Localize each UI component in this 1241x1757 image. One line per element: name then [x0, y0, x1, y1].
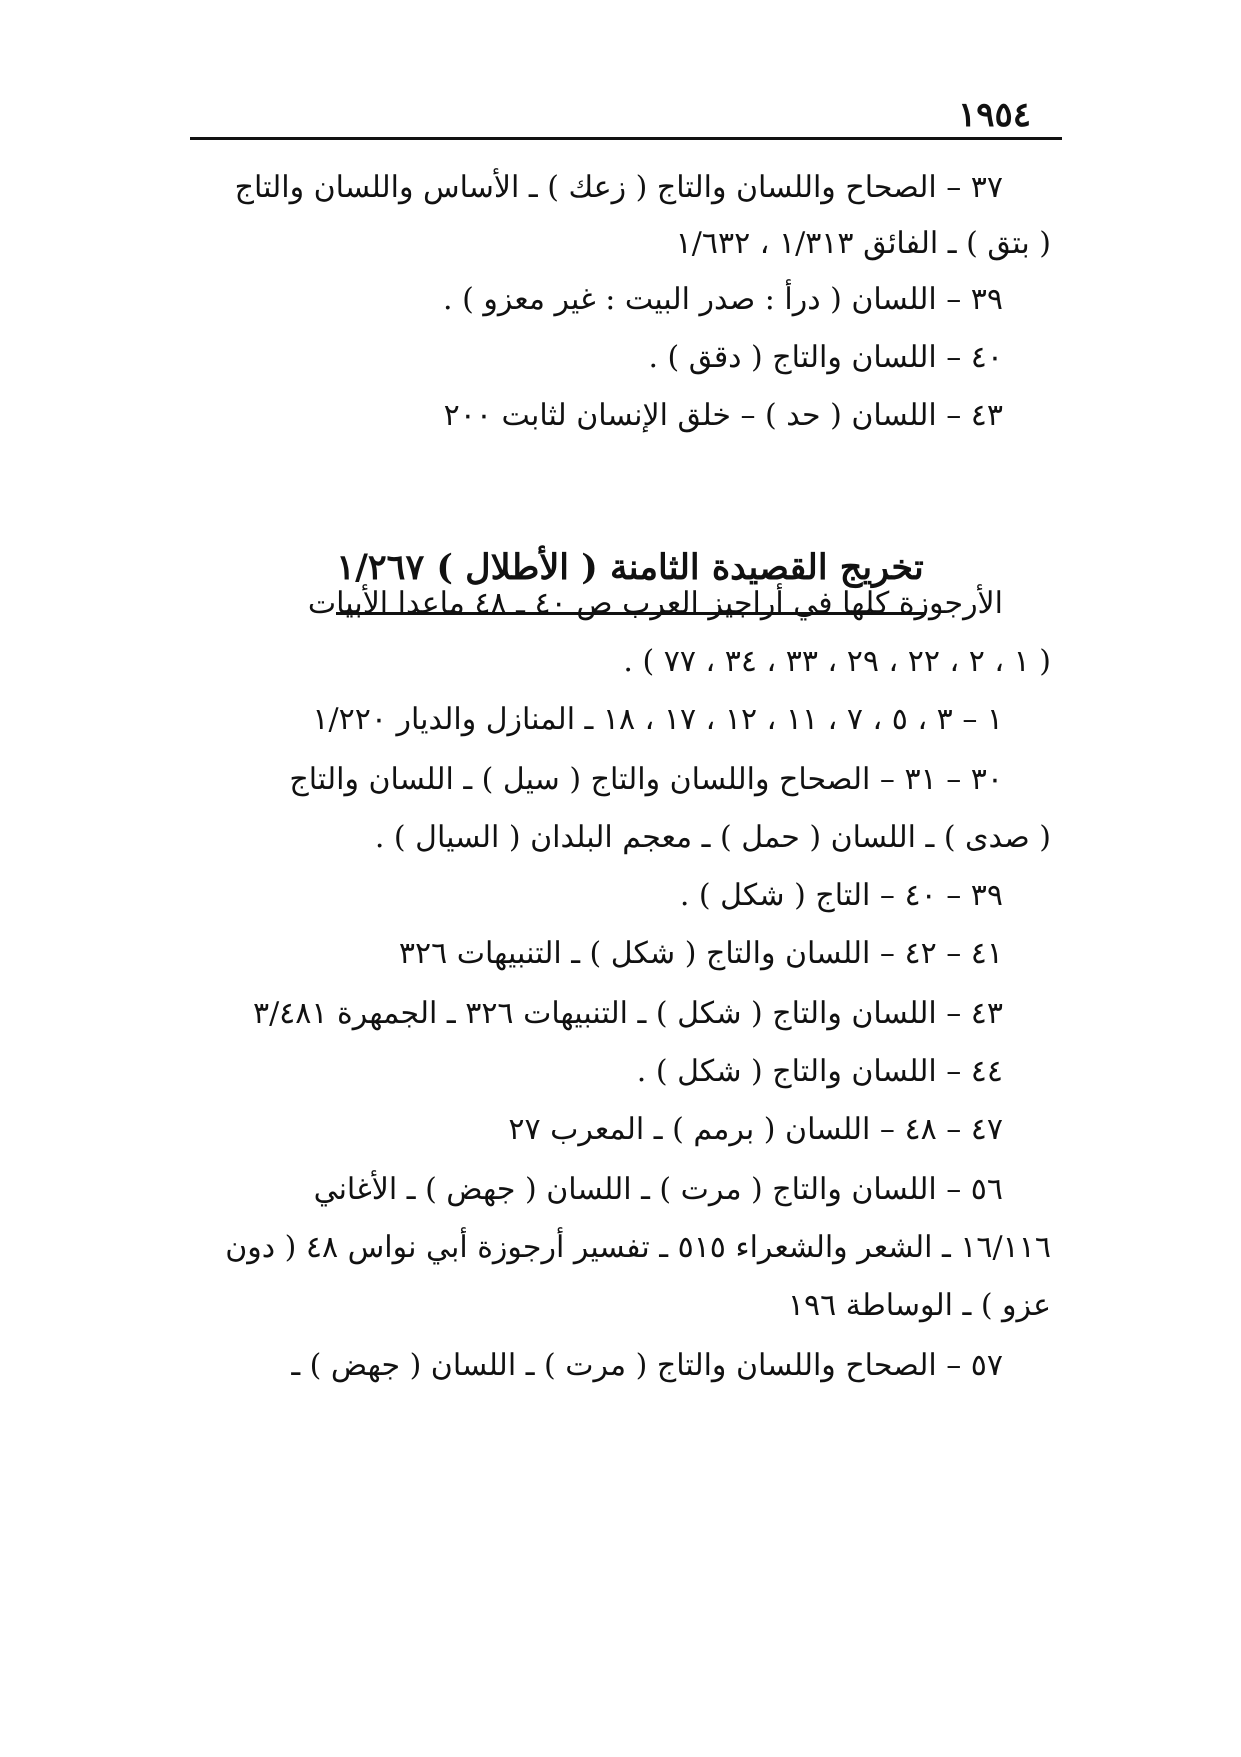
header-rule [190, 137, 1062, 140]
section-heading: تخريج القصيدة الثامنة ( الأطلال ) ١/٢٦٧ [336, 547, 924, 588]
footnote-line: ٤٣ – اللسان ( حد ) – خلق الإنسان لثابت ٢٠٠ [443, 398, 1003, 433]
body-line: ٤٧ – ٤٨ – اللسان ( برمم ) ـ المعرب ٢٧ [508, 1112, 1003, 1147]
footnote-line: ( بتق ) ـ الفائق ١/٣١٣ ، ١/٦٣٢ [675, 226, 1051, 261]
body-line: ( ١ ، ٢ ، ٢٢ ، ٢٩ ، ٣٣ ، ٣٤ ، ٧٧ ) . [623, 644, 1051, 679]
body-line: ٣٩ – ٤٠ – التاج ( شكل ) . [679, 878, 1003, 913]
body-line: ١٦/١١٦ ـ الشعر والشعراء ٥١٥ ـ تفسير أرجوزة أبي نواس ٤٨ ( دون [225, 1230, 1051, 1265]
body-line: ٤٣ – اللسان والتاج ( شكل ) ـ التنبيهات ٣٢٦ ـ الجمهرة ٣/٤٨١ [252, 996, 1003, 1031]
page-number: ١٩٥٤ [957, 95, 1031, 135]
body-line: ١ – ٣ ، ٥ ، ٧ ، ١١ ، ١٢ ، ١٧ ، ١٨ ـ المنازل والديار ١/٢٢٠ [312, 702, 1003, 737]
body-line: ٥٦ – اللسان والتاج ( مرت ) ـ اللسان ( جهض ) ـ الأغاني [313, 1172, 1003, 1207]
footnote-line: ٣٩ – اللسان ( درأ : صدر البيت : غير معزو ) . [443, 282, 1003, 317]
footnote-line: ٣٧ – الصحاح واللسان والتاج ( زعك ) ـ الأساس واللسان والتاج [234, 170, 1003, 205]
body-line: ٤٤ – اللسان والتاج ( شكل ) . [636, 1054, 1003, 1089]
footnote-line: ٤٠ – اللسان والتاج ( دقق ) . [648, 340, 1003, 375]
body-line: عزو ) ـ الوساطة ١٩٦ [787, 1288, 1051, 1323]
body-line: ٣٠ – ٣١ – الصحاح واللسان والتاج ( سيل ) ـ اللسان والتاج [289, 762, 1003, 797]
body-line: ( صدى ) ـ اللسان ( حمل ) ـ معجم البلدان ( السيال ) . [374, 820, 1051, 855]
body-line: الأرجوزة كلها في أراجيز العرب ص ٤٠ ـ ٤٨ ماعدا الأبيات [307, 586, 1003, 621]
body-line: ٤١ – ٤٢ – اللسان والتاج ( شكل ) ـ التنبيهات ٣٢٦ [398, 936, 1003, 971]
body-line: ٥٧ – الصحاح واللسان والتاج ( مرت ) ـ اللسان ( جهض ) ـ [291, 1348, 1003, 1383]
